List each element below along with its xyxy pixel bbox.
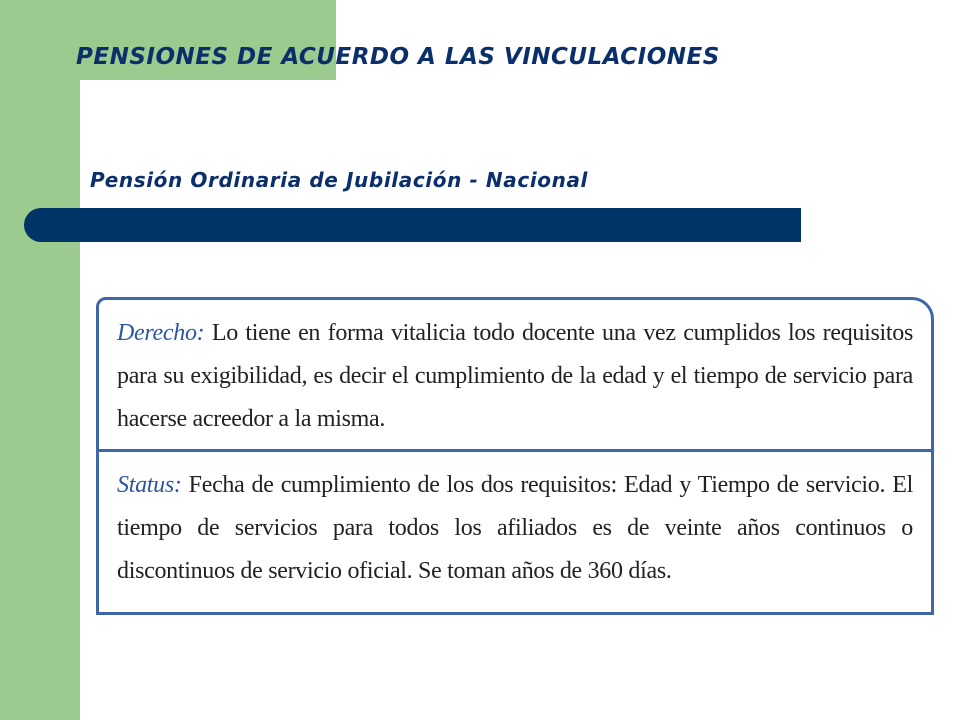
slide-subtitle: Pensión Ordinaria de Jubilación - Nacional: [90, 168, 589, 192]
divider-bar: [24, 208, 801, 242]
definition-term: Status:: [117, 472, 182, 498]
definition-text: Lo tiene en forma vitalicia todo docente una vez cumplidos los requisitos para su exigibilidad, es decir el cumplimiento de la edad y el tiempo de servicio para hacerse acreedor a la misma.: [117, 320, 913, 432]
definition-derecho: [99, 300, 931, 452]
definition-text: Fecha de cumplimiento de los dos requisitos: Edad y Tiempo de servicio. El tiempo de servicios para todos los afiliados es de veinte años continuos o discontinuos de servicio oficial. Se toman años de 360 días.: [117, 472, 913, 584]
definition-box: [96, 297, 934, 615]
slide-title: PENSIONES DE ACUERDO A LAS VINCULACIONES: [76, 44, 720, 70]
definition-status: [99, 452, 931, 593]
definition-term: Derecho:: [117, 320, 205, 346]
decorative-side-band: [0, 0, 80, 720]
